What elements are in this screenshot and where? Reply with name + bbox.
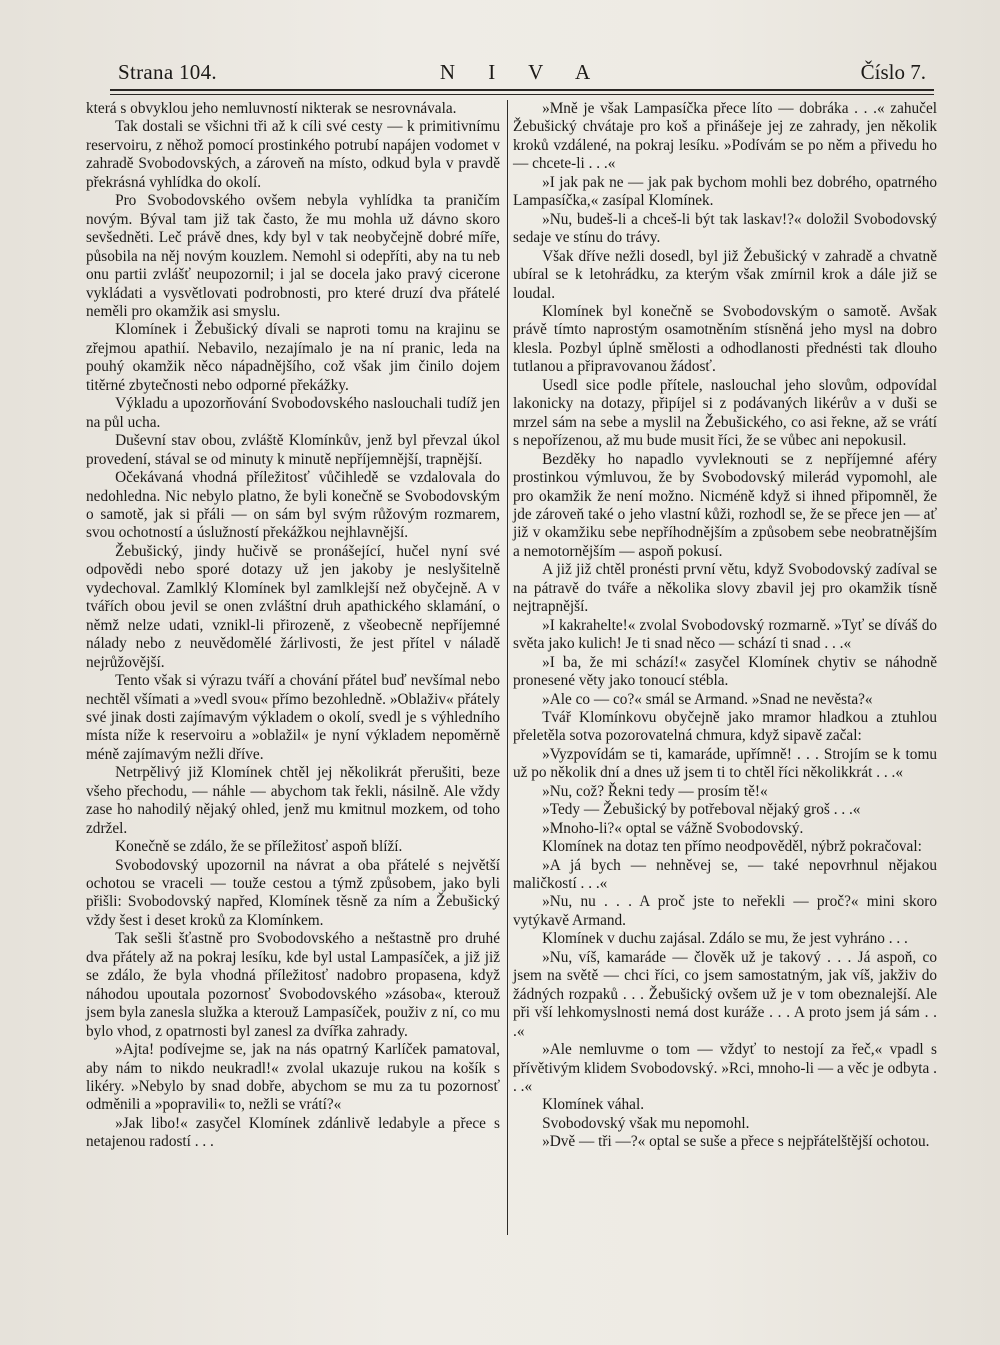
paragraph: »Nu, budeš-li a chceš-li být tak laskav!?« doložil Svobodovský sedaje ve stínu do trávy. bbox=[513, 210, 937, 247]
paragraph: Pro Svobodovského ovšem nebyla vyhlídka ta praničím novým. Býval tam již tak často, že mu mohla už dávno skoro sevšedněti. Leč právě dnes, kdy byl v tak neobyčejně dobré míře, působila na něj novým kouzlem. Nemohl si odepříti, aby na tu neb onu partii zvlášť neupozornil; i jal se docela jako pravý cicerone vykládati a vysvětlovati podrobnosti, pro které druzí dva přátelé neměli pro okamžik asi smyslu. bbox=[86, 192, 500, 320]
paragraph: »Mnoho-li?« optal se vážně Svobodovský. bbox=[542, 819, 804, 837]
paragraph: Tak sešli šťastně pro Svobodovského a neštastně pro druhé dva přátely až na pokraj lesíku, kde byl ustal Lampasíček, a již již se zdálo, že byla vhodná příležitosť nadobro propasena, když náhodou upoutala pozornosť Svobodovského »zásoba«, kterouž jsem byla zanesla služka a kterouž Lampasíček, použiv z ní, co mu bylo vhod, z opatrnosti byl zanesl za dvířka zahrady. bbox=[86, 930, 500, 1040]
paragraph: »I kakrahelte!« zvolal Svobodovský rozmarně. »Tyť se díváš do světa jako kulich! Je ti snad něco — schází ti snad . . .« bbox=[513, 616, 937, 653]
right-column bbox=[513, 100, 937, 1152]
paragraph: Svobodovský však mu nepomohl. bbox=[542, 1114, 750, 1132]
paragraph: »Tedy — Žebušický by potřeboval nějaký groš . . .« bbox=[542, 801, 861, 819]
paragraph: Usedl sice podle přítele, naslouchal jeho slovům, odpovídal lakonicky na dotazy, připíjel si z podávaných likérův a v duši se mrzel sám na sebe a myslil na Žebušického, co asi řekne, až se vrátí s nepořízenou, až mu bude musit říci, že se vůbec ani nepokusil. bbox=[513, 376, 937, 450]
paragraph: Tvář Klomínkovu obyčejně jako mramor hladkou a ztuhlou přeletěla sotva pozorovatelná chmura, když sipavě začal: bbox=[513, 708, 937, 745]
paragraph: A již již chtěl pronésti první větu, když Svobodovský zadíval se na pátravě do tváře a několika slovy zbavil jej pro okamžik tísně nejtrapnější. bbox=[513, 561, 937, 616]
paragraph: »Ajta! podívejme se, jak na nás opatrný Karlíček pamatoval, aby nám to nikdo neukradl!« zvolal ukazuje rukou na košík s likéry. »Nebylo by snad dobře, abychom se mu za tu pozornosť odměnili a »popravili« to, nežli se vrátí?« bbox=[86, 1041, 500, 1114]
paragraph: »A já bych — nehněvej se, — také nepovrhnul nějakou maličkostí . . .« bbox=[513, 856, 937, 893]
paragraph: Tak dostali se všichni tři až k cíli své cesty — k primitivnímu reservoiru, z něhož pomocí prostinkého potrubí napájen vodomet v zahradě Svobodovských, a zároveň na místo, odkud byla v pravdě překrásná vyhlídka do okolí. bbox=[86, 118, 500, 191]
paragraph: »Vyzpovídám se ti, kamaráde, upřímně! . . . Strojím se k tomu už po několik dní a dnes už jsem ti to chtěl říci několikkrát . . .« bbox=[513, 745, 937, 782]
column-divider bbox=[507, 100, 508, 1235]
paragraph: »Ale co — co?« smál se Armand. »Snad ne nevěsta?« bbox=[542, 690, 873, 708]
paragraph: Bezděky ho napadlo vyvleknouti se z nepříjemné aféry prostinkou výmluvou, že by Svobodovský milerád vypomohl, ale pro okamžik že není možno. Nicméně když si ihned připomněl, že jde zároveň také o jeho vlastní kůži, rozhodl se, že se přece jen — ať již v okamžiku sebe nepříhodnějším a způsobem sebe neobratnějším a nemotornějším — aspoň pokusí. bbox=[513, 450, 937, 560]
paragraph: »Nu, víš, kamaráde — člověk už je takový . . . Já aspoň, co jsem na světě — chci říci, co jsem samostatným, jak víš, jakživ do žádných rozpaků . . . Žebušický ovšem už je v tom obeznalejší. Ale při vší lehkomyslnosti nemá dost kuráže . . . A proto jsem já sám . . .« bbox=[513, 948, 937, 1040]
paragraph: Klomínek byl konečně se Svobodovským o samotě. Avšak právě tímto naprostým osamotněním stísněná jeho mysl na dobro klesla. Pozbyl úplně smělosti a odhodlanosti přednésti tak dlouho tutlanou a připravovanou žádosť. bbox=[513, 302, 937, 376]
paragraph: Klomínek váhal. bbox=[542, 1096, 645, 1114]
paragraph: »I jak pak ne — jak pak bychom mohli bez dobrého, opatrného Lampasíčka,« zasípal Klomínek. bbox=[513, 173, 937, 210]
paragraph: »I ba, že mi schází!« zasyčel Klomínek chytiv se náhodně pronesené věty jako tonoucí stébla. bbox=[513, 653, 937, 690]
paragraph: Klomínek na dotaz ten přímo neodpověděl, nýbrž pokračoval: bbox=[542, 838, 922, 856]
paragraph: Výkladu a upozorňování Svobodovského naslouchali tudíž jen na půl ucha. bbox=[86, 395, 500, 431]
paragraph: Klomínek i Žebušický dívali se naproti tomu na krajinu se zřejmou apathií. Nebavilo, nezajímalo je na ní pranic, leda na pouhý okamžik něco nápadnějšího, což však jim činilo dojem titěrné zbytečnosti nebo odporné překážky. bbox=[86, 321, 500, 394]
header-rule-thick bbox=[110, 89, 934, 91]
paragraph: Žebušický, jindy hučivě se pronášející, hučel nyní své odpovědi nebo sporé dotazy už jen jakoby je neslyšitelně vydechoval. Zamlklý Klomínek byl zamlklejší než obyčejně. A v tvářích obou jevil se onen zvláštní druh apathického sklamání, o němž nelze udati, vznikl-li přirozeně, z všeobecně nepříjemné nálady nebo z neuvědomělé žárlivosti, že jest přítel v náladě nejrůžovější. bbox=[86, 542, 500, 671]
paragraph: Však dříve nežli dosedl, byl již Žebušický v zahradě a chvatně ubíral se k letohrádku, za kterým však zmírnil krok a dále již se loudal. bbox=[513, 247, 937, 302]
paragraph: která s obvyklou jeho nemluvností nikterak se nesrovnávala. bbox=[86, 100, 457, 117]
paragraph: »Nu, což? Řekni tedy — prosím tě!« bbox=[542, 782, 768, 800]
paragraph: »Mně je však Lampasíčka přece líto — dobráka . . .« zahučel Žebušický chvátaje pro koš a přinášeje jej ze zahrady, jen několik kroků vzdálené, na pokraj lesíku. »Podívám se po něm a přivedu ho — chcete-li . . .« bbox=[513, 100, 937, 173]
paragraph: »Ale nemluvme o tom — vždyť to nestojí za řeč,« vpadl s přívětivým klidem Svobodovský. »Rci, mnoho-li — a věc je odbyta . . .« bbox=[513, 1041, 937, 1096]
paragraph: Svobodovský upozornil na návrat a oba přátelé s největší ochotou se vraceli — touže cestou a týmž způsobem, jako byli přišli: Svobodovský napřed, Klomínek těsně za ním a Žebušický vždy šest i deset kroků za Klomínkem. bbox=[86, 856, 500, 929]
paragraph: Očekávaná vhodná příležitosť vůčihledě se vzdalovala do nedohledna. Nic nebylo platno, že byli konečně se Svobodovským o samotě, jak si přáli — on sám byl svým růžovým rozmarem, svou ochotností a úslužností překážkou nejhlavnější. bbox=[86, 469, 500, 542]
magazine-title: N I V A bbox=[439, 60, 605, 84]
paragraph: Tento však si výrazu tváří a chování přátel buď nevšímal nebo nechtěl všímati a »vedl svou« přímo bezohledně. »Oblaživ« přátely své jinak dosti zajímavým výkladem o okolí, svedl je s výhledního místa níže k reservoiru a »oblažil« je nyní výkladem nepoměrně méně zajímavým nežli dříve. bbox=[86, 672, 500, 763]
paragraph: Duševní stav obou, zvláště Klomínkův, jenž byl převzal úkol provedení, stával se od minuty k minutě nepříjemnější, trapnější. bbox=[86, 432, 500, 468]
paragraph: Netrpělivý již Klomínek chtěl jej několikrát přerušiti, beze všeho přechodu, — náhle — abychom tak řekli, násilně. Ale vždy zase ho nahodilý nějaký ohled, jenž mu kmitnul mozkem, od toho zdržel. bbox=[86, 764, 500, 837]
page-number: Strana 104. bbox=[118, 60, 217, 84]
left-column bbox=[86, 100, 500, 1152]
header-rule-thin bbox=[110, 94, 934, 95]
paragraph: »Dvě — tři —?« optal se suše a přece s nejpřátelštější ochotou. bbox=[542, 1133, 930, 1151]
paragraph: Konečně se zdálo, že se příležitosť aspoň blíží. bbox=[115, 838, 403, 856]
paragraph: Klomínek v duchu zajásal. Zdálo se mu, že jest vyhráno . . . bbox=[542, 930, 908, 948]
page-header bbox=[118, 60, 926, 90]
issue-number: Číslo 7. bbox=[860, 60, 926, 84]
paragraph: »Nu, nu . . . A proč jste to neřekli — proč?« mini skoro vytýkavě Armand. bbox=[513, 893, 937, 929]
paragraph: »Jak libo!« zasyčel Klomínek zdánlivě ledabyle a přece s netajenou radostí . . . bbox=[86, 1114, 500, 1151]
